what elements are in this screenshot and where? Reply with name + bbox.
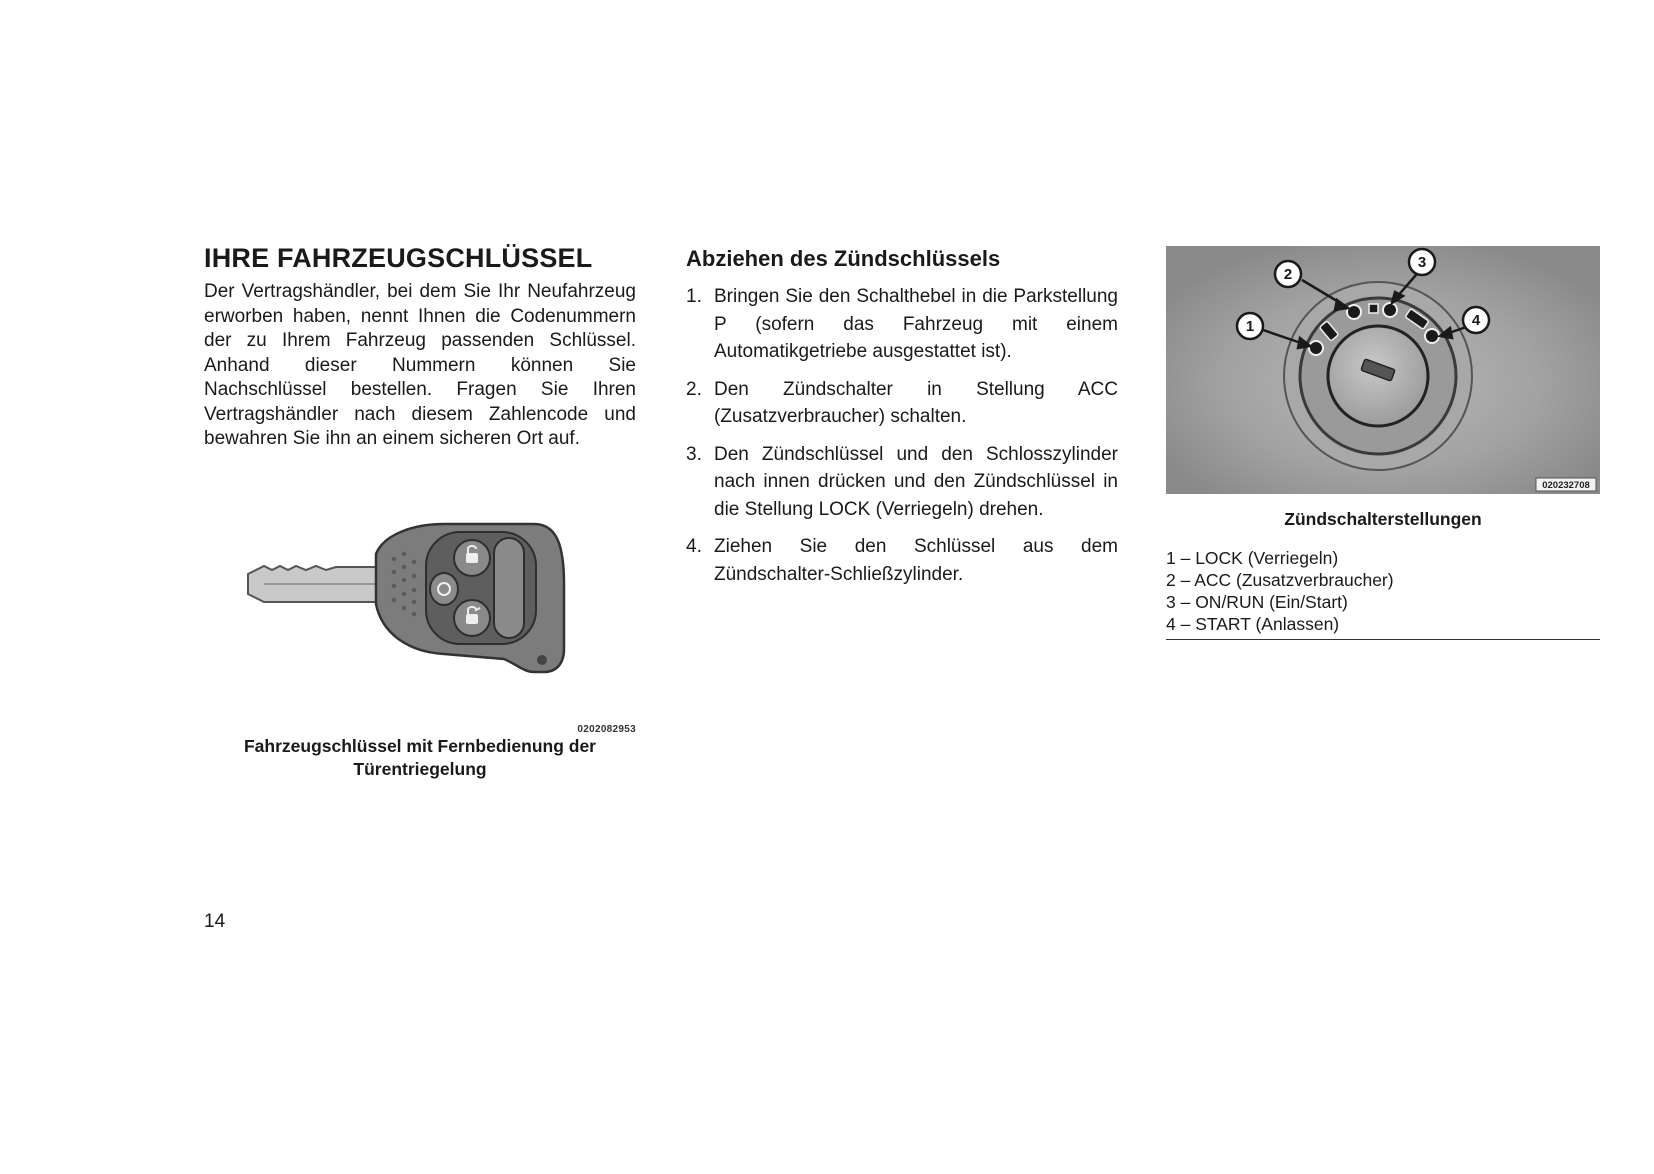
subsection-heading: Abziehen des Zündschlüssels: [686, 246, 1001, 271]
list-item: [686, 283, 1118, 366]
caption-line: Fahrzeugschlüssel mit Fernbedienung der: [243, 735, 596, 756]
list-item: 4 – START (Anlassen): [1166, 614, 1340, 634]
figure-code: 0202082953: [577, 723, 636, 735]
callout-4: 4: [1471, 312, 1481, 329]
list-item: [686, 533, 1118, 588]
callout-2: 2: [1283, 266, 1293, 283]
callout-1: 1: [1245, 318, 1255, 335]
list-item: [686, 441, 1118, 524]
steps-list: [686, 283, 1118, 588]
key-figure-caption: [204, 735, 636, 781]
step-text: Ziehen Sie den Schlüssel aus dem Zündschalter-Schließzylinder.: [714, 536, 1118, 585]
remote-key-illustration: [204, 514, 636, 709]
step-text: Bringen Sie den Schalthebel in die Parkstellung P (sofern das Fahrzeug mit einem Automatikgetriebe ausgestattet ist).: [714, 286, 1118, 362]
legend-list: [1166, 547, 1600, 640]
key-figure: [204, 514, 636, 735]
list-item: 2 – ACC (Zusatzverbraucher): [1166, 570, 1394, 590]
page-number: 14: [204, 911, 226, 932]
middle-column: [686, 242, 1118, 598]
ignition-figure: [1166, 246, 1600, 494]
step-number: 2.: [686, 378, 702, 400]
step-text: Den Zündschlüssel und den Schlosszylinder nach innen drücken und den Zündschlüssel in die Stellung LOCK (Verriegeln) drehen.: [714, 443, 1118, 520]
right-column: [1166, 246, 1600, 640]
step-number: 1.: [686, 286, 702, 307]
intro-paragraph: Der Vertragshändler, bei dem Sie Ihr Neufahrzeug erworben haben, nennt Ihnen die Codenummern der zu Ihrem Fahrzeug passenden Schlüssel. Anhand dieser Nummern können Sie Nachschlüssel bestellen. Fragen Sie Ihren Vertragshändler nach diesem Zahlencode und bewahren Sie ihn an einem sicheren Ort auf.: [204, 281, 636, 449]
figure-code: 020232708: [1542, 480, 1590, 491]
list-item: [686, 376, 1118, 431]
step-text: Den Zündschalter in Stellung ACC (Zusatzverbraucher) schalten.: [714, 378, 1118, 427]
caption-line: Türentriegelung: [353, 758, 487, 779]
ignition-switch-illustration: [1166, 246, 1600, 494]
step-number: 4.: [686, 536, 702, 557]
left-column: [204, 242, 636, 781]
list-item: 3 – ON/RUN (Ein/Start): [1166, 592, 1348, 612]
callout-3: 3: [1417, 254, 1427, 271]
ignition-figure-caption: Zündschalterstellungen: [1284, 509, 1482, 529]
step-number: 3.: [686, 443, 702, 465]
list-item: 1 – LOCK (Verriegeln): [1166, 548, 1339, 568]
section-heading: IHRE FAHRZEUGSCHLÜSSEL: [204, 243, 593, 273]
